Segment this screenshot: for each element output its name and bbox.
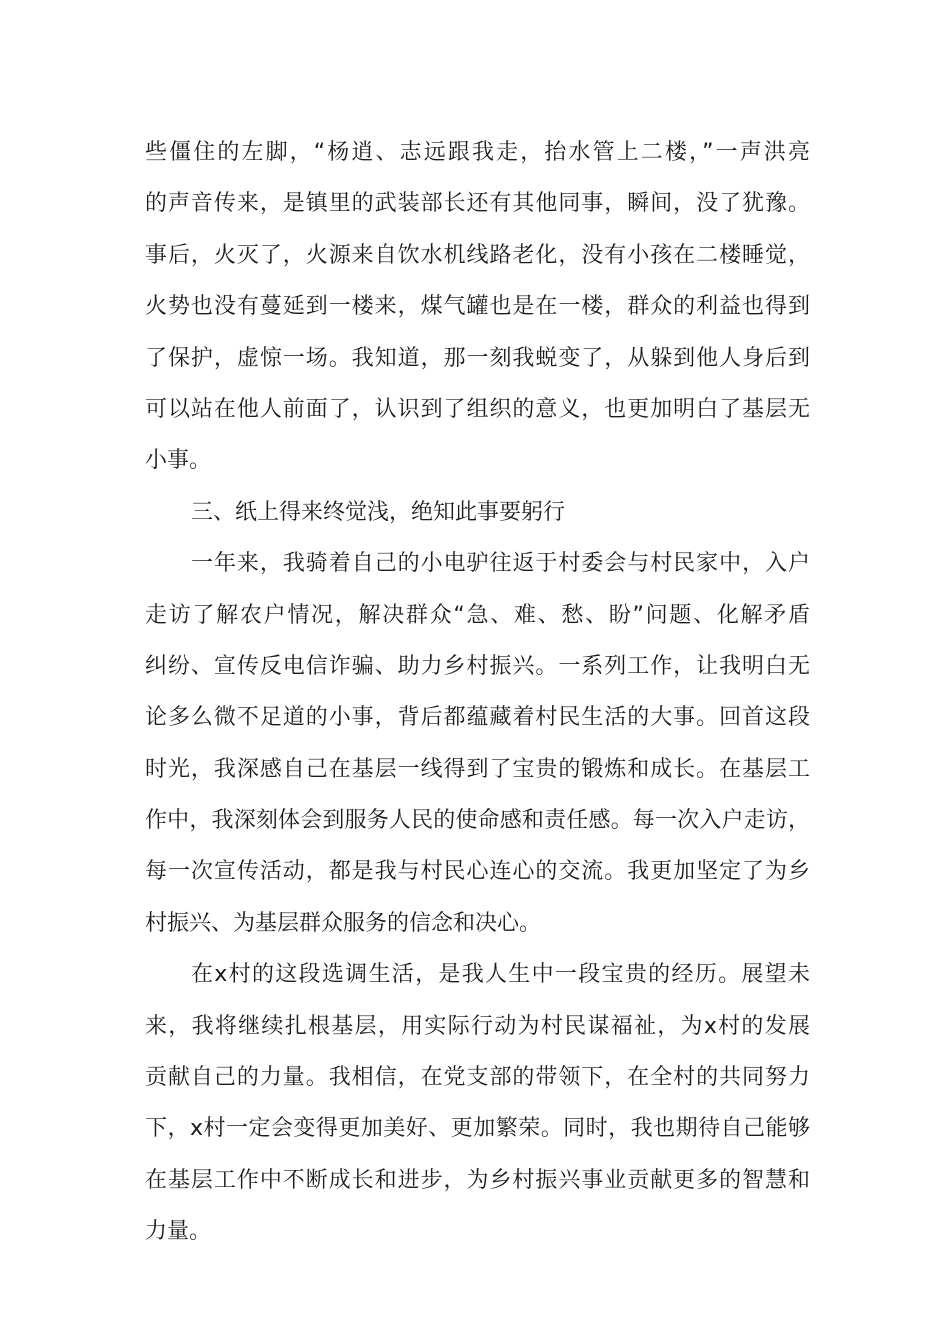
paragraph-line: 论多么微不足道的小事，背后都蕴藏着村民生活的大事。回首这段 <box>145 705 810 731</box>
paragraph-line: 来，我将继续扎根基层，用实际行动为村民谋福祉，为x村的发展 <box>145 1013 810 1039</box>
paragraph-line: 些僵住的左脚，“杨逍、志远跟我走，抬水管上二楼，”一声洪亮 <box>145 140 810 165</box>
paragraph-line: 村振兴、为基层群众服务的信念和决心。 <box>145 910 542 936</box>
paragraph-line: 在基层工作中不断成长和进步，为乡村振兴事业贡献更多的智慧和 <box>145 1167 810 1193</box>
paragraph-line: 火势也没有蔓延到一楼来，煤气罐也是在一楼，群众的利益也得到 <box>145 294 810 320</box>
paragraph-line: 下，x村一定会变得更加美好、更加繁荣。同时，我也期待自己能够 <box>145 1116 810 1142</box>
paragraph-line: 力量。 <box>145 1219 212 1245</box>
paragraph-line: 贡献自己的力量。我相信，在党支部的带领下，在全村的共同努力 <box>145 1065 810 1091</box>
paragraph-line: 小事。 <box>145 448 212 474</box>
body-text <box>145 127 810 1258</box>
paragraph-line: 事后，火灭了，火源来自饮水机线路老化，没有小孩在二楼睡觉， <box>145 242 810 268</box>
paragraph-line: 时光，我深感自己在基层一线得到了宝贵的锻炼和成长。在基层工 <box>145 756 810 782</box>
paragraph-line: 一年来，我骑着自己的小电驴往返于村委会与村民家中，入户 <box>191 551 810 577</box>
paragraph-line: 了保护，虚惊一场。我知道，那一刻我蜕变了，从躲到他人身后到 <box>145 345 810 371</box>
paragraph-line: 纠纷、宣传反电信诈骗、助力乡村振兴。一系列工作，让我明白无 <box>145 653 810 679</box>
paragraph-line: 走访了解农户情况，解决群众“急、难、愁、盼”问题、化解矛盾 <box>145 602 810 628</box>
paragraph-line: 在x村的这段选调生活，是我人生中一段宝贵的经历。展望未 <box>191 962 810 988</box>
paragraph-line: 每一次宣传活动，都是我与村民心连心的交流。我更加坚定了为乡 <box>145 859 810 885</box>
paragraph-line: 的声音传来，是镇里的武装部长还有其他同事，瞬间，没了犹豫。 <box>145 191 810 217</box>
section-heading: 三、纸上得来终觉浅，绝知此事要躬行 <box>191 499 566 525</box>
paragraph-line: 可以站在他人前面了，认识到了组织的意义，也更加明白了基层无 <box>145 396 810 422</box>
paragraph-line: 作中，我深刻体会到服务人民的使命感和责任感。每一次入户走访， <box>145 808 810 834</box>
